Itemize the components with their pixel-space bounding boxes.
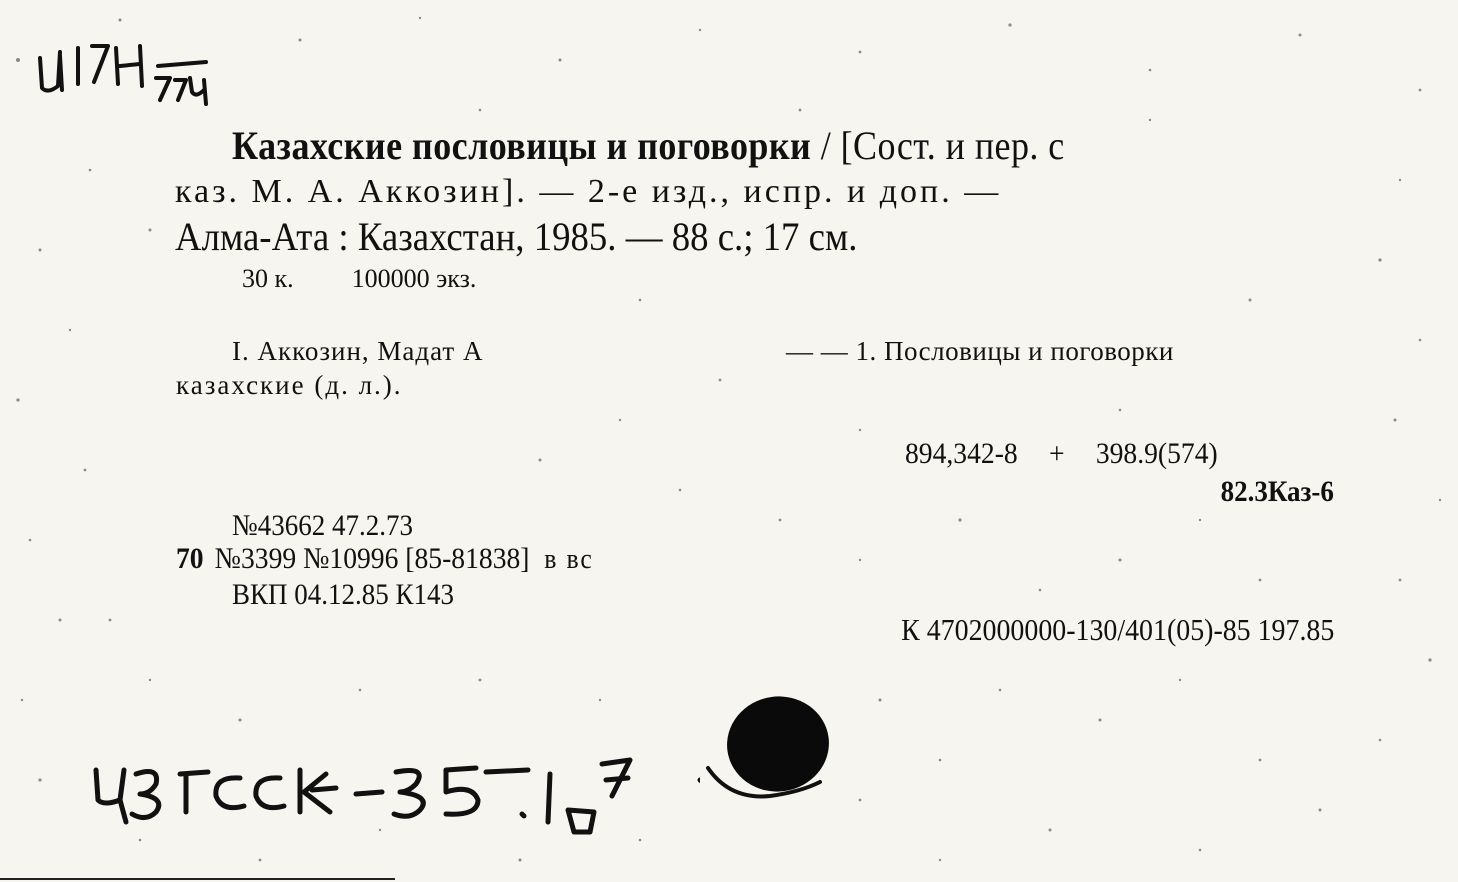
imprint-line: Алма-Ата : Казахстан, 1985. — 88 с.; 17 см. [175,214,858,259]
price: 30 к. [242,264,294,293]
udc-code: 894,342-8 [905,437,1018,470]
accession-numbers: №3399 №10996 [85-81838] [214,542,530,575]
plus-sign: + [1048,437,1065,470]
accession-line-3: ВКП 04.12.85 К143 [232,578,455,611]
accession-suffix: в вс [544,544,594,575]
tracing-subject: — — 1. Пословицы и поговорки [786,336,1174,366]
card-edge-line [0,878,395,880]
book-code-line: К 4702000000-130/401(05)-85 197.85 [900,612,1334,647]
udc-code-2: 398.9(574) [1095,437,1218,470]
statement-of-responsibility-start: / [Сост. и пер. с [811,123,1065,168]
print-run: 100000 экз. [351,264,477,293]
tracing-author: I. Аккозин, Мадат А [232,336,484,366]
responsibility-line: каз. М. А. Аккозин]. — 2-е изд., испр. и доп. — [175,173,1002,210]
tracing-continuation: казахские (д. л.). [176,370,403,400]
bbk-code: 82.3Каз-6 [1220,475,1334,508]
accession-prefix: 70 [176,542,204,575]
accession-line-1: №43662 47.2.73 [232,509,414,542]
title-text: Казахские пословицы и поговорки [232,123,812,168]
